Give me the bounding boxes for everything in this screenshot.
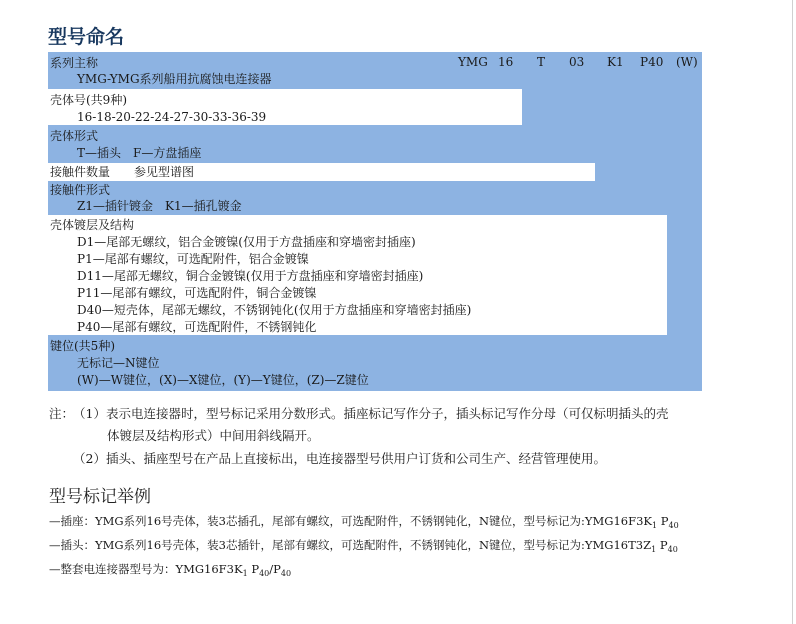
code-k1: K1 xyxy=(607,55,624,69)
code-03: 03 xyxy=(569,55,585,69)
code-w: (W) xyxy=(676,55,698,69)
example-socket: —插座：YMG系列16号壳体，装3芯插孔，尾部有螺纹，可选配附件，不锈钢钝化，N键位，型号标记为$:YMG16F3K_1$ $P_{40}$ xyxy=(49,514,679,530)
row-key-item: (W)—W键位，(X)—X键位，(Y)—Y键位，(Z)—Z键位 xyxy=(77,373,369,387)
row-plating-item: D40—短壳体，尾部无螺纹，不锈钢钝化(仅用于方盘插座和穿墙密封插座) xyxy=(77,303,472,317)
row-contact-count-label: 接触件数量 参见型谱图 xyxy=(50,165,195,179)
note-1-line-1: （1）表示电连接器时，型号标记采用分数形式。插座标记写作分子，插头标记写作分母（可仅标明插头的壳 xyxy=(73,406,669,421)
row-key-item: 无标记—N键位 xyxy=(77,356,160,370)
row-plating-item: P1—尾部有螺纹，可选配附件，铝合金镀镍 xyxy=(77,252,309,266)
example-full-set: —整套电连接器型号为：$YMG16F3K_1$ $P_{40}/P_{40}$ xyxy=(49,562,292,578)
row-plating-item: D11—尾部无螺纹，铜合金镀镍(仅用于方盘插座和穿墙密封插座) xyxy=(77,269,424,283)
row-series-label: 系列主称 xyxy=(50,56,99,70)
row-plating-item: P11—尾部有螺纹，可选配附件，铜合金镀镍 xyxy=(77,286,317,300)
code-t: T xyxy=(537,55,546,69)
code-16: 16 xyxy=(498,55,514,69)
page-title: 型号命名 xyxy=(48,26,125,48)
notes-prefix: 注： xyxy=(49,406,75,421)
right-edge-divider xyxy=(792,0,793,624)
row-shell-number-desc: 16-18-20-22-24-27-30-33-36-39 xyxy=(77,110,267,124)
band-plating xyxy=(667,215,702,335)
row-shell-form-desc: T—插头 F—方盘插座 xyxy=(77,146,202,160)
examples-title: 型号标记举例 xyxy=(49,487,151,507)
row-series-desc: YMG-YMG系列船用抗腐蚀电连接器 xyxy=(77,72,272,86)
row-plating-item: D1—尾部无螺纹，铝合金镀镍(仅用于方盘插座和穿墙密封插座) xyxy=(77,235,416,249)
row-contact-form-label: 接触件形式 xyxy=(50,183,111,197)
code-ymg: YMG xyxy=(458,55,488,69)
row-plating-item: P40—尾部有螺纹，可选配附件，不锈钢钝化 xyxy=(77,320,317,334)
note-1-line-2: 体镀层及结构形式）中间用斜线隔开。 xyxy=(107,428,320,443)
row-shell-form-label: 壳体形式 xyxy=(50,129,99,143)
band-shell-number xyxy=(522,89,702,125)
row-plating-label: 壳体镀层及结构 xyxy=(50,218,135,232)
band-contact-count xyxy=(595,163,702,181)
row-contact-form-desc: Z1—插针镀金 K1—插孔镀金 xyxy=(77,199,242,213)
note-2: （2）插头、插座型号在产品上直接标出，电连接器型号供用户订货和公司生产、经营管理使用。 xyxy=(73,451,606,466)
row-key-label: 键位(共5种) xyxy=(50,339,115,353)
example-plug: —插头：YMG系列16号壳体，装3芯插针，尾部有螺纹，可选配附件，不锈钢钝化，N键位，型号标记为$:YMG16T3Z_1$ $P_{40}$ xyxy=(49,538,678,554)
code-p40: P40 xyxy=(640,55,664,69)
row-shell-number-label: 壳体号(共9种) xyxy=(50,93,127,107)
